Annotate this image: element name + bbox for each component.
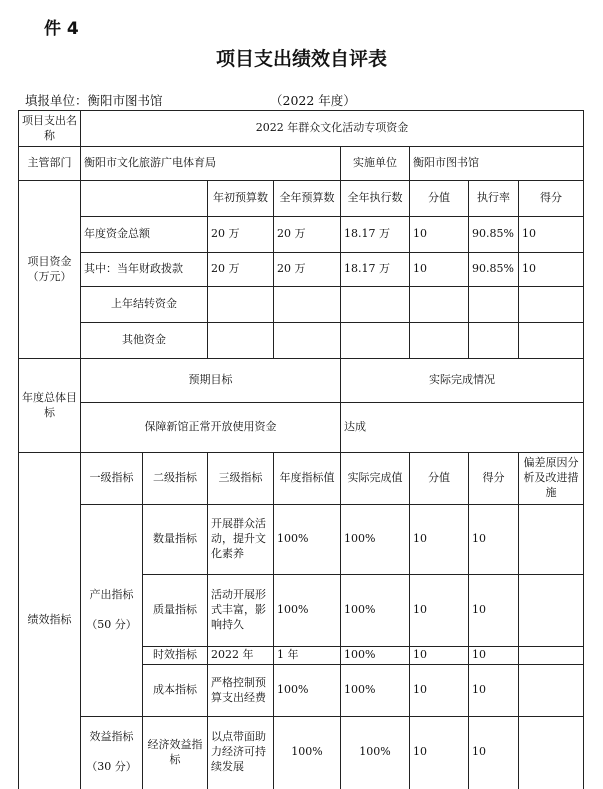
perf-header: 偏差原因分析及改进措施 [519,453,584,505]
funds-cell: 10 [519,217,584,253]
funds-cell [341,287,410,323]
funds-cell [341,323,410,359]
funds-label: 项目资金（万元） [19,181,81,359]
impl-label: 实施单位 [341,147,410,181]
funds-header: 全年执行数 [341,181,410,217]
goals-expected-header: 预期目标 [81,359,341,403]
funds-cell [519,287,584,323]
funds-cell: 18.17 万 [341,217,410,253]
funds-row-label: 其中：当年财政拨款 [81,253,208,287]
goals-actual-header: 实际完成情况 [341,359,584,403]
attachment-number: 件 4 [44,19,79,39]
perf-l3: 2022 年 [208,647,274,665]
perf-l2: 数量指标 [143,505,208,575]
perf-header: 得分 [469,453,519,505]
perf-note [519,505,584,575]
funds-cell: 90.85% [469,217,519,253]
benefit-label: 效益指标 [89,730,134,744]
perf-score: 10 [410,575,469,647]
dept-label: 主管部门 [19,147,81,181]
project-name: 2022 年群众文化活动专项资金 [81,111,584,147]
funds-cell: 20 万 [208,253,274,287]
perf-note [519,665,584,717]
funds-cell: 20 万 [274,217,341,253]
perf-target: 100% [274,575,341,647]
funds-header: 全年预算数 [274,181,341,217]
perf-actual: 100% [341,575,410,647]
funds-cell: 18.17 万 [341,253,410,287]
perf-label: 绩效指标 [19,453,81,789]
project-name-label: 项目支出名称 [19,111,81,147]
perf-l2: 质量指标 [143,575,208,647]
funds-cell: 10 [410,217,469,253]
perf-note [519,575,584,647]
funds-cell [469,323,519,359]
perf-l3: 开展群众活动，提升文化素养 [208,505,274,575]
perf-actual: 100% [341,505,410,575]
benefit-score: （30 分） [86,760,137,774]
perf-target: 100% [274,505,341,575]
perf-header: 一级指标 [81,453,143,505]
output-score: （50 分） [86,617,137,631]
perf-actual: 100% [341,717,410,789]
funds-cell: 90.85% [469,253,519,287]
funds-cell [208,323,274,359]
goals-label: 年度总体目标 [19,359,81,453]
perf-header: 实际完成值 [341,453,410,505]
benefit-indicator [81,717,143,789]
perf-l2: 经济效益指标 [143,717,208,789]
impl-value: 衡阳市图书馆 [410,147,584,181]
funds-row-label: 年度资金总额 [81,217,208,253]
evaluation-table [18,110,584,789]
perf-got: 10 [469,647,519,665]
funds-cell [274,287,341,323]
perf-got: 10 [469,665,519,717]
perf-header: 三级指标 [208,453,274,505]
funds-cell: 10 [410,253,469,287]
perf-l3: 以点带面助力经济可持续发展 [208,717,274,789]
perf-l2: 时效指标 [143,647,208,665]
dept-value: 衡阳市文化旅游广电体育局 [81,147,341,181]
perf-l3: 严格控制预算支出经费 [208,665,274,717]
funds-cell: 20 万 [274,253,341,287]
perf-actual: 100% [341,665,410,717]
goals-expected: 保障新馆正常开放使用资金 [81,403,341,453]
perf-header: 二级指标 [143,453,208,505]
perf-l3: 活动开展形式丰富，影响持久 [208,575,274,647]
fill-unit: 填报单位：衡阳市图书馆 [25,93,163,108]
perf-note [519,717,584,789]
perf-target: 100% [274,665,341,717]
output-label: 产出指标 [89,588,134,602]
funds-cell [410,287,469,323]
perf-score: 10 [410,717,469,789]
funds-cell: 20 万 [208,217,274,253]
funds-header: 年初预算数 [208,181,274,217]
perf-l2: 成本指标 [143,665,208,717]
funds-header: 得分 [519,181,584,217]
funds-row-label: 上年结转资金 [81,287,208,323]
perf-note [519,647,584,665]
perf-header: 分值 [410,453,469,505]
funds-header: 分值 [410,181,469,217]
funds-cell [469,287,519,323]
funds-cell [208,287,274,323]
funds-row-label: 其他资金 [81,323,208,359]
funds-cell [274,323,341,359]
perf-score: 10 [410,505,469,575]
output-indicator [81,505,143,717]
perf-got: 10 [469,505,519,575]
form-title: 项目支出绩效自评表 [215,48,387,70]
perf-got: 10 [469,575,519,647]
perf-target: 1 年 [274,647,341,665]
report-year: （2022 年度） [270,93,356,108]
perf-actual: 100% [341,647,410,665]
perf-score: 10 [410,665,469,717]
perf-target: 100% [274,717,341,789]
perf-got: 10 [469,717,519,789]
funds-cell [410,323,469,359]
perf-header: 年度指标值 [274,453,341,505]
funds-cell: 10 [519,253,584,287]
funds-cell [519,323,584,359]
funds-header: 执行率 [469,181,519,217]
goals-actual: 达成 [341,403,584,453]
perf-score: 10 [410,647,469,665]
funds-blank-header [81,181,208,217]
